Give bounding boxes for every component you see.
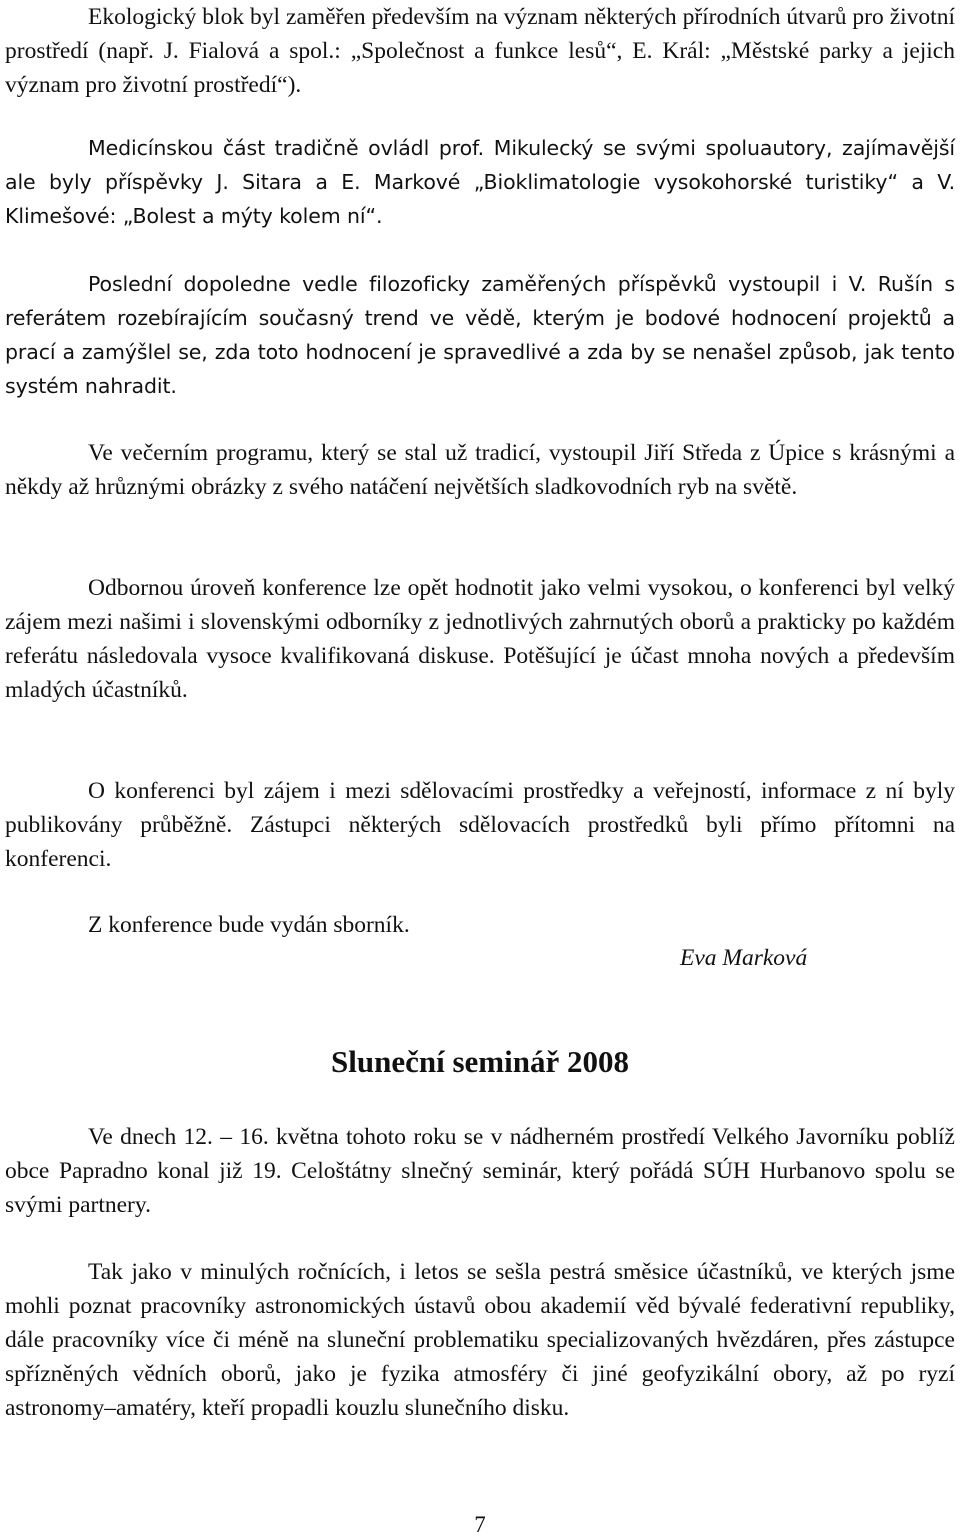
paragraph-media-interest: O konferenci byl zájem i mezi sdělovacími prostředky a veřejností, informace z ní byly publikovány průběžně. Zástupci některých sdělovacích prostředků byli přímo přítomni na konferenci.: [5, 778, 955, 872]
paragraph-conference-level: Odbornou úroveň konference lze opět hodnotit jako velmi vysokou, o konferenci byl velký zájem mezi našimi i slovenskými odborníky z jednotlivých zahrnutých oborů a prakticky po každém referátu následovala vysoce kvalifikovaná diskuse. Potěšující je účast mnoha nových a především mladých účastníků.: [5, 575, 955, 703]
paragraph-medical-section: Medicínskou část tradičně ovládl prof. Mikulecký se svými spoluautory, zajímavější ale byly příspěvky J. Sitara a E. Markové „Bioklimatologie vysokohorské turistiky“ a V. Klimešové: „Bolest a mýty kolem ní“.: [5, 136, 955, 228]
paragraph-seminar-participants: Tak jako v minulých ročnících, i letos se sešla pestrá směsice účastníků, ve kterých jsme mohli poznat pracovníky astronomických ústavů obou akademií věd bývalé federativní republiky, dále pracovníky více či méně na sluneční problematiku specializovaných hvězdáren, přes zástupce spřízněných vědních oborů, jako je fyzika atmosféry či jiné geofyzikální obory, až po ryzí astronomy–amatéry, kteří propadli kouzlu slunečního disku.: [5, 1259, 955, 1421]
author-signature: Eva Marková: [680, 945, 808, 971]
paragraph-proceedings: Z konference bude vydán sborník.: [88, 912, 410, 938]
paragraph-ecology-block: Ekologický blok byl zaměřen především na význam některých přírodních útvarů pro životní prostředí (např. J. Fialová a spol.: „Společnost a funkce lesů“, E. Král: „Městské parky a jejich význam pro životní prostředí“).: [5, 4, 955, 98]
section-heading: Sluneční seminář 2008: [331, 1044, 629, 1079]
paragraph-evening-program: Ve večerním programu, který se stal už tradicí, vystoupil Jiří Středa z Úpice s krásnými a někdy až hrůznými obrázky z svého natáčení největších sladkovodních ryb na světě.: [5, 440, 955, 500]
page-number: 7: [474, 1512, 486, 1537]
paragraph-philosophy-talks: Poslední dopoledne vedle filozoficky zaměřených příspěvků vystoupil i V. Rušín s referátem rozebírajícím současný trend ve vědě, kterým je bodové hodnocení projektů a prací a zamýšlel se, zda toto hodnocení je spravedlivé a zda by se nenašel způsob, jak tento systém nahradit.: [5, 272, 955, 398]
paragraph-seminar-intro: Ve dnech 12. – 16. května tohoto roku se v nádherném prostředí Velkého Javorníku poblíž obce Papradno konal již 19. Celoštátny slnečný seminár, který pořádá SÚH Hurbanovo spolu se svými partnery.: [5, 1124, 955, 1218]
